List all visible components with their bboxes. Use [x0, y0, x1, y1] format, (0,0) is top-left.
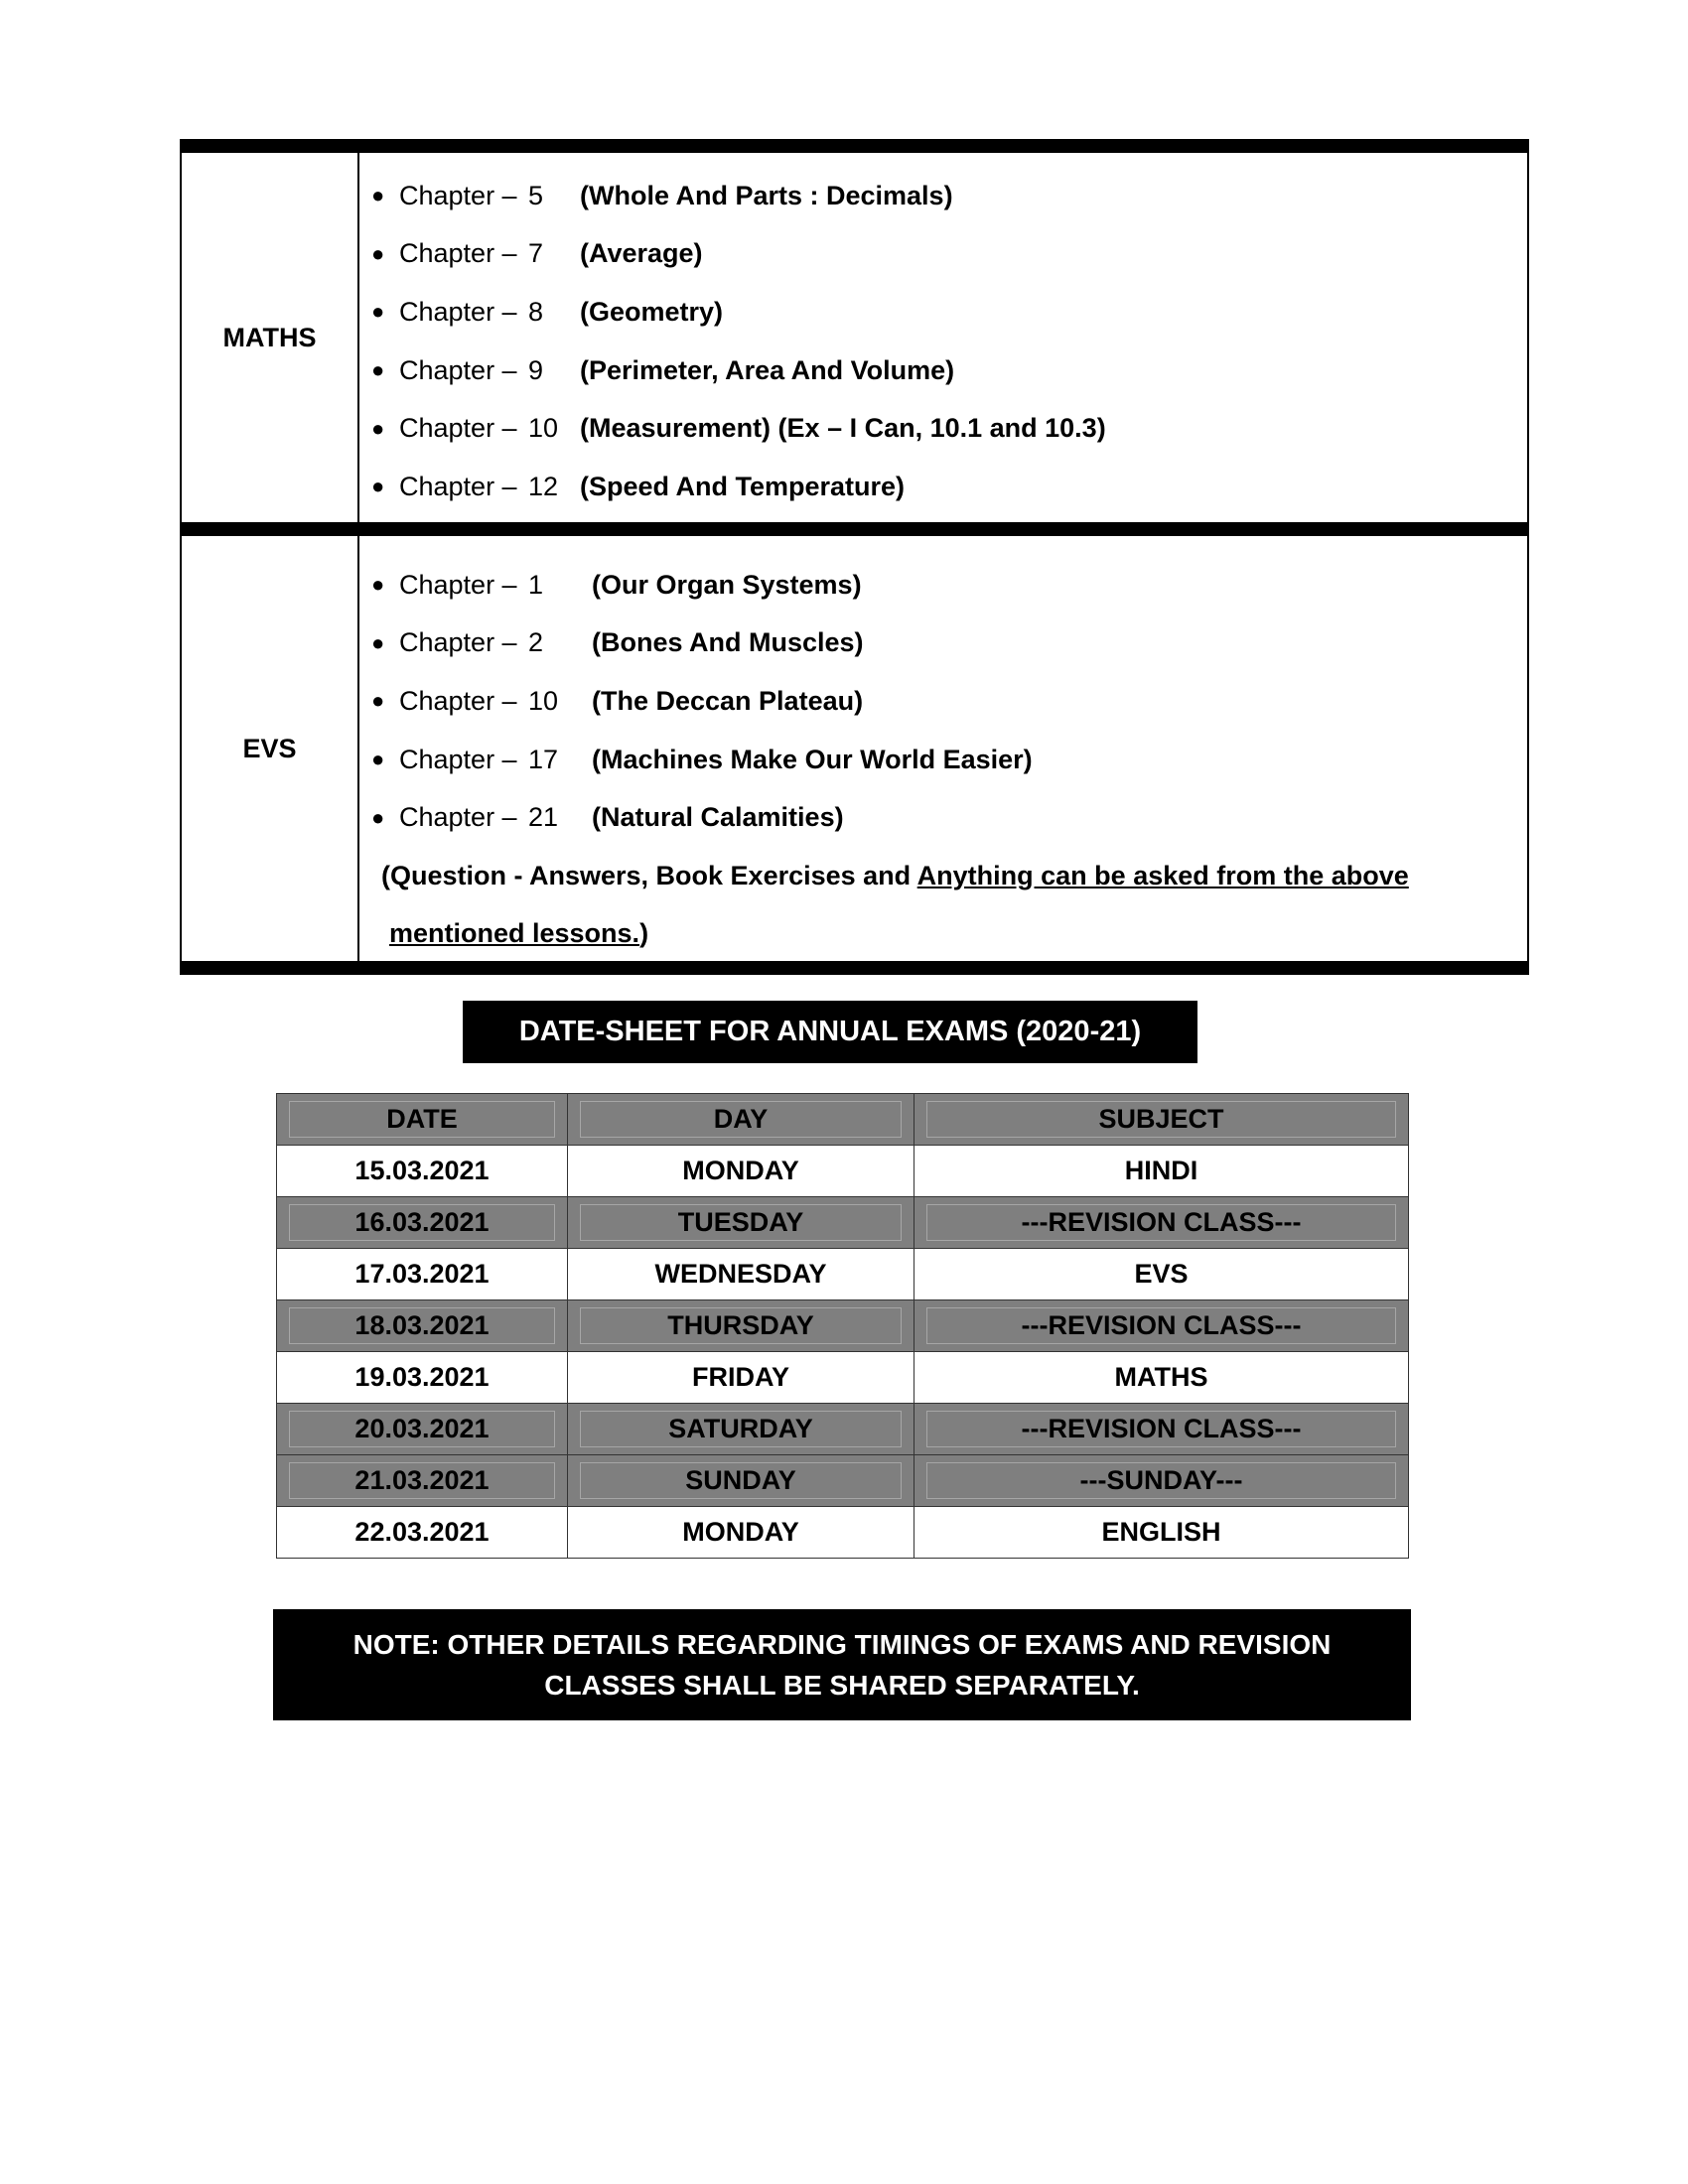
- table-row: [277, 1404, 1409, 1455]
- evs-note: (Question - Answers, Book Exercises and Anything can be asked from the above mentioned lessons.): [381, 860, 1409, 948]
- bullet-icon: ●: [371, 299, 385, 325]
- list-item: ● Chapter – 2 (Bones And Muscles): [371, 627, 864, 658]
- table-top-border: [182, 139, 1527, 153]
- header-date: DATE: [277, 1094, 568, 1146]
- cell-day: SATURDAY: [568, 1404, 914, 1455]
- cell-date: 19.03.2021: [277, 1352, 568, 1404]
- table-row: [277, 1507, 1409, 1559]
- bullet-icon: ●: [371, 474, 385, 499]
- row-divider: [182, 522, 1527, 536]
- cell-date: 22.03.2021: [277, 1507, 568, 1559]
- bullet-icon: ●: [371, 415, 385, 441]
- syllabus-row-maths: [182, 153, 1527, 522]
- bullet-icon: ●: [371, 240, 385, 266]
- datesheet-title: DATE-SHEET FOR ANNUAL EXAMS (2020-21): [463, 1001, 1197, 1063]
- list-item: ● Chapter – 1 (Our Organ Systems): [371, 569, 862, 600]
- table-bottom-border: [182, 961, 1527, 975]
- cell-day: WEDNESDAY: [568, 1249, 914, 1300]
- header-day: DAY: [568, 1094, 914, 1146]
- cell-date: 16.03.2021: [277, 1197, 568, 1249]
- cell-subject: ---REVISION CLASS---: [914, 1197, 1409, 1249]
- cell-date: 17.03.2021: [277, 1249, 568, 1300]
- table-row: [277, 1352, 1409, 1404]
- datesheet-table: [276, 1093, 1409, 1559]
- note-line-2: CLASSES SHALL BE SHARED SEPARATELY.: [544, 1670, 1140, 1701]
- list-item: ● Chapter – 21 (Natural Calamities): [371, 802, 844, 833]
- header-subject: SUBJECT: [914, 1094, 1409, 1146]
- cell-day: MONDAY: [568, 1507, 914, 1559]
- table-row: [277, 1300, 1409, 1352]
- list-item: ● Chapter – 10 (The Deccan Plateau): [371, 685, 864, 716]
- cell-subject: ENGLISH: [914, 1507, 1409, 1559]
- table-row: [277, 1455, 1409, 1507]
- cell-day: SUNDAY: [568, 1455, 914, 1507]
- cell-day: MONDAY: [568, 1146, 914, 1197]
- bullet-icon: ●: [371, 629, 385, 655]
- cell-date: 18.03.2021: [277, 1300, 568, 1352]
- table-row: [277, 1146, 1409, 1197]
- bullet-icon: ●: [371, 688, 385, 714]
- cell-subject: ---REVISION CLASS---: [914, 1300, 1409, 1352]
- bullet-icon: ●: [371, 804, 385, 830]
- list-item: ● Chapter – 9 (Perimeter, Area And Volume): [371, 354, 955, 385]
- subject-evs: EVS: [182, 536, 359, 961]
- cell-date: 20.03.2021: [277, 1404, 568, 1455]
- note-banner: [273, 1609, 1411, 1720]
- cell-subject: HINDI: [914, 1146, 1409, 1197]
- maths-chapter-list: [359, 153, 1527, 522]
- syllabus-row-evs: [182, 536, 1527, 961]
- cell-subject: EVS: [914, 1249, 1409, 1300]
- evs-chapter-list: [359, 536, 1527, 961]
- bullet-icon: ●: [371, 747, 385, 772]
- table-header-row: [277, 1094, 1409, 1146]
- list-item: ● Chapter – 17 (Machines Make Our World Easier): [371, 744, 1033, 774]
- cell-subject: ---REVISION CLASS---: [914, 1404, 1409, 1455]
- bullet-icon: ●: [371, 357, 385, 383]
- list-item: ● Chapter – 8 (Geometry): [371, 296, 724, 327]
- table-row: [277, 1197, 1409, 1249]
- note-line-1: NOTE: OTHER DETAILS REGARDING TIMINGS OF EXAMS AND REVISION: [352, 1629, 1332, 1660]
- bullet-icon: ●: [371, 572, 385, 598]
- cell-date: 15.03.2021: [277, 1146, 568, 1197]
- cell-day: THURSDAY: [568, 1300, 914, 1352]
- cell-date: 21.03.2021: [277, 1455, 568, 1507]
- table-row: [277, 1249, 1409, 1300]
- cell-day: FRIDAY: [568, 1352, 914, 1404]
- subject-maths: MATHS: [182, 153, 359, 522]
- cell-subject: MATHS: [914, 1352, 1409, 1404]
- list-item: ● Chapter – 7 (Average): [371, 238, 703, 269]
- cell-day: TUESDAY: [568, 1197, 914, 1249]
- list-item: ● Chapter – 10 (Measurement) (Ex – I Can, 10.1 and 10.3): [371, 413, 1106, 444]
- bullet-icon: ●: [371, 183, 385, 208]
- cell-subject: ---SUNDAY---: [914, 1455, 1409, 1507]
- list-item: ● Chapter – 5 (Whole And Parts : Decimals): [371, 180, 953, 210]
- syllabus-table: [180, 139, 1529, 975]
- list-item: ● Chapter – 12 (Speed And Temperature): [371, 471, 906, 501]
